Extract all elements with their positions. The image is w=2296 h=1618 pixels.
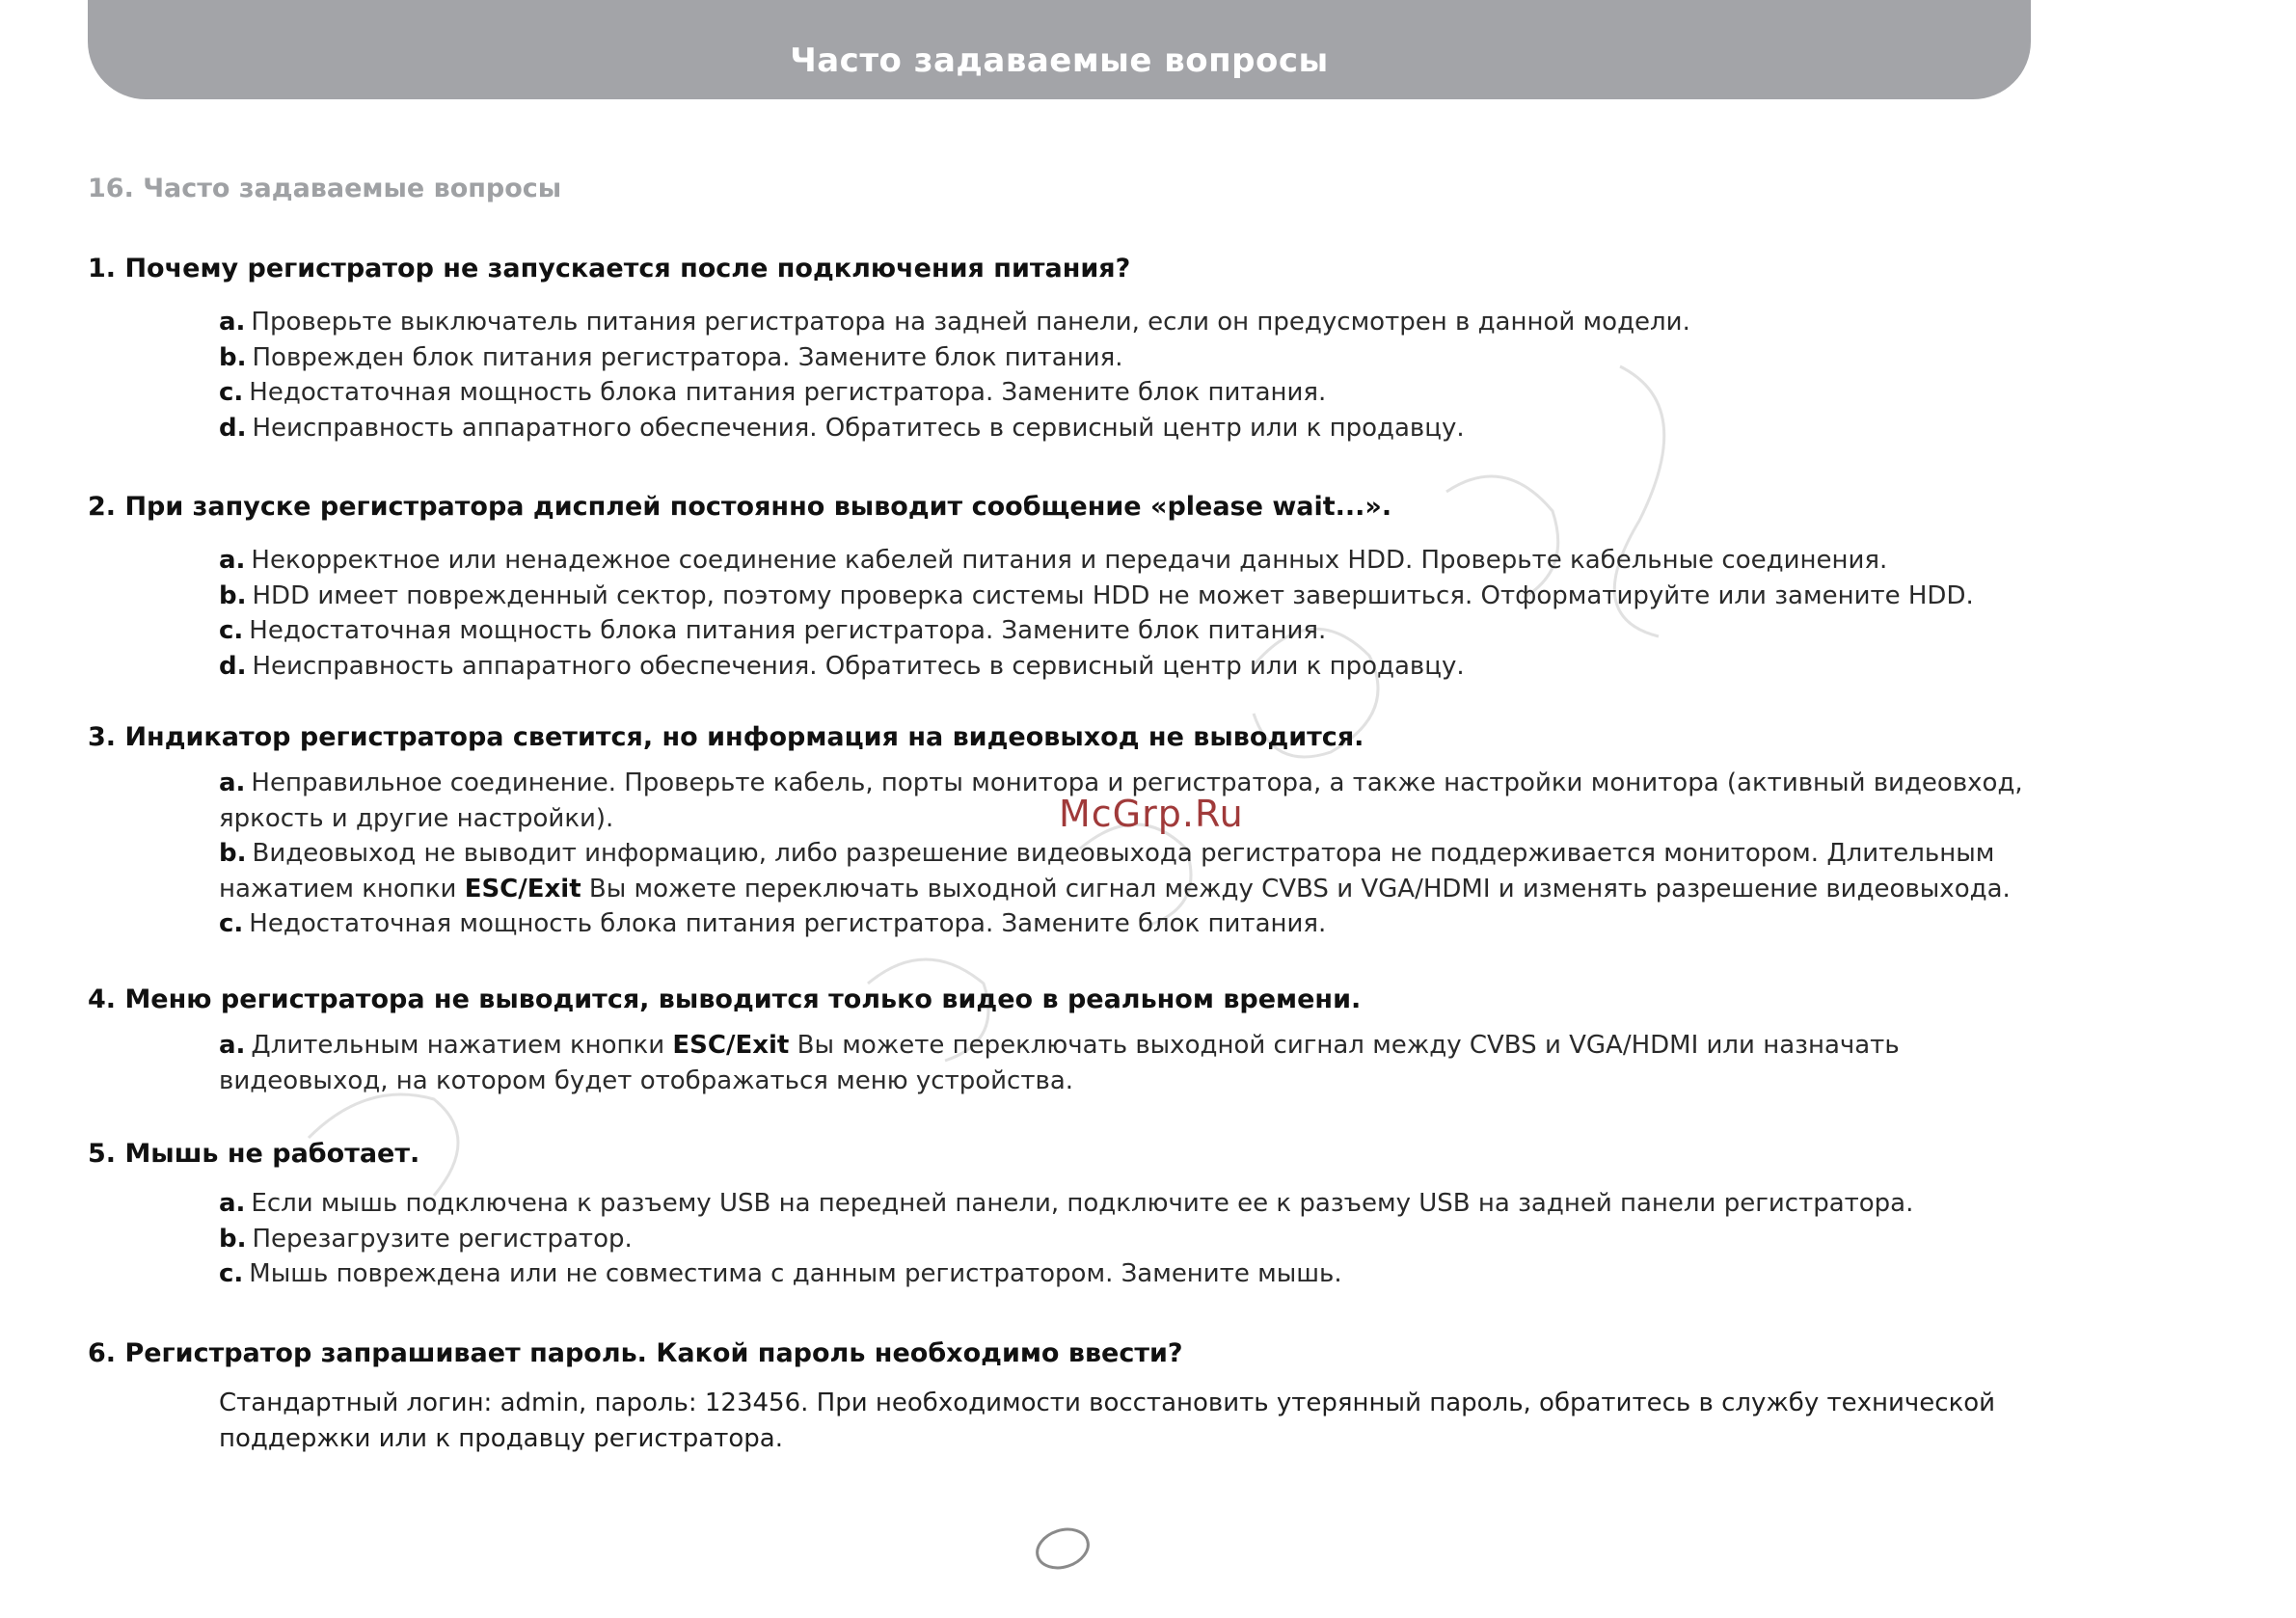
answer-list	[219, 543, 2036, 684]
answer-item	[219, 579, 2036, 614]
faq-question-6	[88, 1337, 2036, 1456]
page-number-mark	[1034, 1524, 1092, 1574]
answer-item	[219, 340, 2036, 376]
answer-item	[219, 766, 2036, 836]
answer-letter: a.	[219, 769, 246, 797]
esc-exit-key: ESC/Exit	[464, 874, 581, 903]
answer-text: Неисправность аппаратного обеспечения. Обратитесь в сервисный центр или к продавцу.	[252, 413, 1465, 443]
header-banner	[88, 0, 2031, 99]
answer-letter: a.	[219, 308, 246, 337]
answer-text: Длительным нажатием кнопки	[251, 1031, 673, 1060]
answer-letter: a.	[219, 546, 246, 575]
answer-text: Если мышь подключена к разъему USB на передней панели, подключите ее к разъему USB на задней панели регистратора.	[251, 1189, 1914, 1218]
answer-item	[219, 411, 2036, 446]
answer-letter: c.	[219, 1259, 244, 1288]
answer-letter: b.	[219, 342, 247, 372]
answer-letter: a.	[219, 1031, 246, 1060]
answer-letter: c.	[219, 616, 244, 645]
answer-item	[219, 836, 2036, 906]
answer-letter: b.	[219, 839, 247, 868]
answer-text: Неисправность аппаратного обеспечения. Обратитесь в сервисный центр или к продавцу.	[252, 651, 1465, 681]
answer-letter: c.	[219, 909, 244, 938]
faq-question-2	[88, 491, 2036, 684]
faq-question-4	[88, 984, 2036, 1098]
answer-item	[219, 613, 2036, 649]
answer-letter: c.	[219, 378, 244, 407]
answer-item	[219, 1222, 2036, 1257]
answer-item	[219, 1186, 2036, 1222]
answer-list	[219, 305, 2036, 445]
watermark-text: McGrp.Ru	[1059, 793, 1244, 835]
answer-text: Некорректное или ненадежное соединение кабелей питания и передачи данных HDD. Проверьте кабельные соединения.	[251, 546, 1888, 575]
answer-text: Недостаточная мощность блока питания регистратора. Замените блок питания.	[249, 378, 1327, 407]
answer-item	[219, 1028, 2036, 1098]
question-title: 2. При запуске регистратора дисплей постоянно выводит сообщение «please wait...».	[88, 492, 1392, 522]
answer-list	[219, 1028, 2036, 1098]
answer-letter: b.	[219, 1224, 247, 1254]
answer-text: Мышь повреждена или не совместима с данным регистратором. Замените мышь.	[249, 1259, 1342, 1288]
answer-item	[219, 1256, 2036, 1292]
answer-letter: d.	[219, 651, 247, 681]
answer-item	[219, 906, 2036, 942]
answer-letter: d.	[219, 413, 247, 443]
answer-text: Перезагрузите регистратор.	[252, 1224, 633, 1254]
faq-question-1	[88, 253, 2036, 445]
answer-text: Стандартный логин: admin, пароль: 123456. При необходимости восстановить утерянный пароль, обратитесь в службу технической поддержки или к продавцу регистратора.	[219, 1389, 1996, 1453]
answer-item	[219, 649, 2036, 685]
question-title: 3. Индикатор регистратора светится, но информация на видеовыход не выводится.	[88, 722, 1364, 752]
answer-item	[219, 305, 2036, 340]
header-title: Часто задаваемые вопросы	[790, 40, 1329, 80]
answer-item	[219, 543, 2036, 579]
answer-text: Неправильное соединение. Проверьте кабель, порты монитора и регистратора, а также настройки монитора (активный видеовход, яркость и другие настройки).	[219, 769, 2023, 833]
answer-text: Видеовыход не выводит информацию, либо разрешение видеовыхода регистратора не поддерживается монитором. Длительным нажатием кнопки	[219, 839, 1995, 903]
answer-list	[219, 1186, 2036, 1292]
faq-question-5	[88, 1138, 2036, 1292]
answer-text: Поврежден блок питания регистратора. Замените блок питания.	[252, 342, 1123, 372]
question-title: 5. Мышь не работает.	[88, 1139, 420, 1169]
answer-list	[219, 766, 2036, 942]
answer-text: Недостаточная мощность блока питания регистратора. Замените блок питания.	[249, 909, 1327, 938]
esc-exit-key: ESC/Exit	[672, 1031, 790, 1060]
answer-text: Вы можете переключать выходной сигнал между CVBS и VGA/HDMI и изменять разрешение видеовыхода.	[581, 874, 2011, 903]
faq-question-3	[88, 721, 2036, 942]
question-title: 6. Регистратор запрашивает пароль. Какой пароль необходимо ввести?	[88, 1338, 1183, 1368]
section-title: 16. Часто задаваемые вопросы	[88, 174, 562, 203]
question-title: 4. Меню регистратора не выводится, выводится только видео в реальном времени.	[88, 984, 1362, 1014]
question-title: 1. Почему регистратор не запускается после подключения питания?	[88, 254, 1131, 283]
answer-letter: a.	[219, 1189, 246, 1218]
answer-text: Проверьте выключатель питания регистратора на задней панели, если он предусмотрен в данной модели.	[251, 308, 1690, 337]
answer-text: HDD имеет поврежденный сектор, поэтому проверка системы HDD не может завершиться. Отформатируйте или замените HDD.	[252, 580, 1974, 610]
answer-text: Вы можете переключать выходной сигнал между CVBS и VGA/HDMI или назначать видеовыход, на котором будет отображаться меню устройства.	[219, 1031, 1900, 1095]
answer-text: Недостаточная мощность блока питания регистратора. Замените блок питания.	[249, 616, 1327, 645]
answer-item	[219, 375, 2036, 411]
answer-letter: b.	[219, 580, 247, 610]
